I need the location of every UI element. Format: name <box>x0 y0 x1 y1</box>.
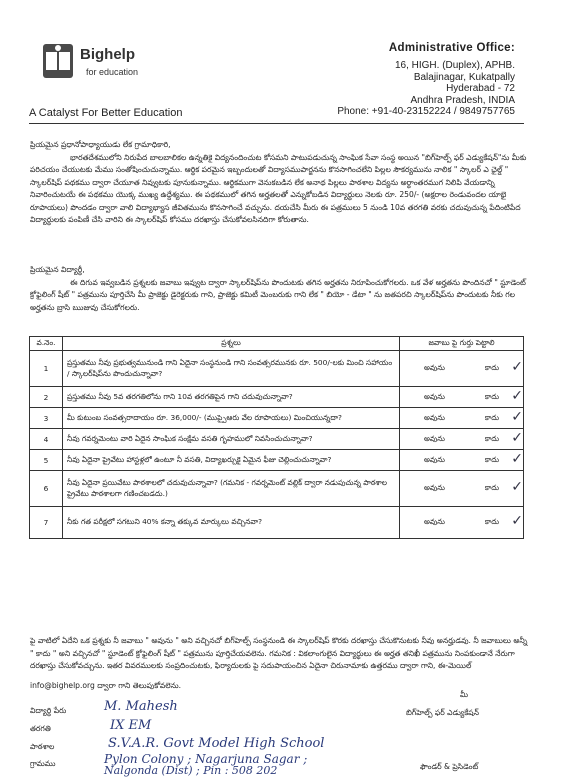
salutation-student: ప్రియమైన విద్యార్థీ, <box>30 265 85 274</box>
email-contact: info@bighelp.org ద్వారా గాని తెలుపుకోవలెను. <box>30 681 182 690</box>
village-field-line1[interactable]: Pylon Colony ; Nagarjuna Sagar ; <box>104 752 308 766</box>
no-option[interactable]: కాదు <box>484 363 500 372</box>
no-option[interactable]: కాదు <box>484 433 500 443</box>
row-question: నీవు ఏదైనా ప్రయివేటు పాఠశాలలో చదువుచున్నావా? (గమనిక - గవర్నమెంట్ వల్లిక్ ద్వారా నడుపుచున్న పాఠశాల ప్రైవేటు పాఠశాలగా గణించబడదు.) <box>63 471 400 507</box>
eligibility-table <box>29 336 524 539</box>
row-question: మీ కుటుంబ సంవత్సరాదాయం రూ. 36,000/- (ముప్పైఆరు వేల రూపాయలు) మించియున్నదా? <box>63 408 400 429</box>
row-question: ప్రస్తుతము నీవు ప్రభుత్వమునుండి గాని ఏదైనా సంస్థనుండి గాని సంవత్సరమునకు రూ. 500/-లకు మించి సహాయం / స్కాలర్‌షిప్‌ను పొందుచున్నావా? <box>63 351 400 387</box>
school-label: పాఠశాల <box>30 742 55 751</box>
table-row <box>30 507 524 539</box>
checkmark-icon: ✓ <box>511 359 523 375</box>
yes-option[interactable]: అవును <box>423 412 445 422</box>
answer-cell <box>400 429 524 450</box>
table-header-row <box>30 337 524 351</box>
no-option[interactable]: కాదు <box>484 483 500 492</box>
tagline: A Catalyst For Better Education <box>29 107 183 119</box>
header-questions: ప్రశ్నలు <box>63 337 400 351</box>
yes-option[interactable]: అవును <box>423 363 445 372</box>
village-label: గ్రామము <box>30 759 56 768</box>
class-field[interactable]: IX EM <box>110 718 152 733</box>
office-phone: Phone: +91-40-23152224 / 9849757765 <box>337 106 515 117</box>
class-label: తరగతి <box>30 724 51 733</box>
row-question: నీవు గవర్నమెంటు వారి ఏదైన సాంఘిక సంక్షేమ వసతి గృహములో నివసించుచున్నావా? <box>63 429 400 450</box>
table-row <box>30 408 524 429</box>
header-answer: జవాబు పై గుర్తు పెట్టాలి <box>400 337 524 351</box>
logo-name: Bighelp <box>80 46 135 63</box>
yes-option[interactable]: అవును <box>423 483 445 492</box>
student-name-label: విద్యార్థి పేరు <box>30 706 67 715</box>
row-number: 1 <box>30 351 63 387</box>
row-number: 6 <box>30 471 63 507</box>
table-row <box>30 471 524 507</box>
office-line: Hyderabad - 72 <box>446 83 515 94</box>
answer-cell <box>400 408 524 429</box>
row-question: నీవు ఏదైనా ప్రైవేటు హాస్టళ్లలో ఉంటూ నీ వసతి, విద్యాఖర్చుకై ఏమైన ఫీజు చెల్లించుచున్నావా? <box>63 450 400 471</box>
school-field[interactable]: S.V.A.R. Govt Model High School <box>108 736 325 751</box>
answer-cell <box>400 450 524 471</box>
yes-option[interactable]: అవును <box>423 391 445 401</box>
table-row <box>30 387 524 408</box>
row-question: నీకు గత పరీక్షలో సగటుని 40% కన్నా తక్కువ మార్కులు వచ్చినవా? <box>63 507 400 539</box>
no-option[interactable]: కాదు <box>484 412 500 422</box>
checkmark-icon: ✓ <box>511 429 523 446</box>
intro-paragraph: భారతదేశములోని నిరుపేద బాలబాలికల ఉన్నతికై విద్యనందించుట కోసమని పాటుపడుచున్న సాంఘిక సేవా సంస్థ అయిన "బిగ్‌హెల్ప్ ఫర్ ఎడ్యుకేషన్"ను మీకు పరిచయం చేయుటకు మేము సంతోషించుచున్నాము. ఆర్థిక పరమైన ఇబ్బందులతో విద్యాసముపార్జనను కొనసాగించలేని పిల్లల సౌకర్యమును నాలిక " స్కాలర్ ఎ ఛైల్డ్ " స్కాలర్‌షిప్ పథకము ద్వారా చేయూత నివ్వుటకు పూనుకున్నాము. ఆర్థికముగా వెనుకబడిన లేక అనాథ పిల్లలు పాఠశాల విద్యను అర్థాంతరముగ నిలిపి వేయడాన్ని నివారించుటయే ఈ పథకము యొక్క ముఖ్య ఉద్దేశ్యము. ఈ పథకములో తగిన అర్హతలతో ఎన్నుకోబడిన విద్యార్థులు నెలకు రూ. 250/- (అక్షరాల రెండువందల యాభై రూపాయలు) పొందడం ద్వారా వాలి విద్యాభ్యాస జీవితమును కొనసాగించే వచ్చును. దయచేసి మీరు ఈ పత్రములు 5 నుండి 10వ తరగతి వరకు చదువుచున్న పేదింటిపేద విద్యార్థులకు పంపిణీ చేసి వారిని ఈ స్కాలర్‌షిప్ కోసము దరఖాస్తు చేసుకోవలసినదిగా కోరుతాను. <box>30 152 527 224</box>
student-paragraph: ఈ దిగువ ఇవ్వబడిన ప్రశ్నలకు జవాబు ఇవ్వుట ద్వారా స్కాలర్‌షిప్‌ను పొందుటకు తగిన అర్హతను నిరూపించుకోగలరు. ఒక వేళ అర్హతను పొందినచో " స్టూడెంట్ క్రోఫైలింగ్ షీట్ " పత్రమును పూర్తిచేసి మీ ప్రాజెక్టు డైరెక్టరుకు గాని, ప్రాజెక్టు కమిటీ మెంబరుకు గాని లేక " బియో - డేటా " ను జతపరచి స్కాలర్‌షిప్‌ను పొందుటకు నీకు గల అర్హతను బ్రాసి ఋజువు చేసుకోగలరు. <box>30 277 526 312</box>
checkmark-icon: ✓ <box>511 513 523 529</box>
row-number: 3 <box>30 408 63 429</box>
checkmark-icon: ✓ <box>511 408 523 425</box>
row-number: 7 <box>30 507 63 539</box>
table-row <box>30 450 524 471</box>
row-number: 4 <box>30 429 63 450</box>
village-field-line2[interactable]: Nalgonda (Dist) ; Pin : 508 202 <box>104 764 278 777</box>
header-number: వ.నెం. <box>30 337 63 351</box>
header-divider <box>29 123 524 124</box>
office-title: Administrative Office: <box>388 42 515 54</box>
answer-cell <box>400 471 524 507</box>
signature-title: ఫౌండర్ & ప్రెసిడెంట్ <box>420 762 479 771</box>
student-intro <box>30 264 530 314</box>
row-number: 5 <box>30 450 63 471</box>
answer-cell <box>400 351 524 387</box>
signature-organization: బిగ్‌హెల్ప్ ఫర్ ఎడ్యుకేషన్ <box>406 708 479 717</box>
letter-intro <box>30 139 530 227</box>
open-book-logo-icon <box>43 44 73 78</box>
office-line: Andhra Pradesh, INDIA <box>410 94 515 106</box>
salutation-headmaster: ప్రియమైన ప్రధానోపాధ్యాయుడు లేక గ్రామాధికారి, <box>30 140 171 149</box>
signature-salutation: మీ <box>460 690 469 699</box>
row-question: ప్రస్తుతము నీవు 5వ తరగతిలోను గాని 10వ తరగతిపైన గాని చదువుచున్నావా? <box>63 387 400 408</box>
table-row <box>30 351 524 387</box>
row-number: 2 <box>30 387 63 408</box>
answer-cell <box>400 507 524 539</box>
no-option[interactable]: కాదు <box>484 391 500 401</box>
table-row <box>30 429 524 450</box>
checkmark-icon: ✓ <box>511 450 523 467</box>
logo-subtitle: for education <box>86 67 139 77</box>
yes-option[interactable]: అవును <box>423 454 445 464</box>
answer-cell <box>400 387 524 408</box>
office-address <box>295 42 515 118</box>
no-option[interactable]: కాదు <box>484 454 500 464</box>
instructions-paragraph: పై వాటిలో ఏదేని ఒక ప్రశ్నకు నీ జవాబు " అవును " అని వచ్చినచో బిగ్‌హెల్ప్ సంస్థనుండి ఈ స్కాలర్‌షిప్ కొరకు దరఖాస్తు చేసుకొనుటకు నీవు అనర్హుడవు. నీ జవాబులు అన్నీ " కాదు " అని వచ్చినచో " స్టూడెంట్ క్రోఫైలింగ్ షీట్ " పత్రమును పూర్తిచేయవలెను. గమనిక : వికలాంగులైన విద్యార్థులు ఈ అర్హత తనిఖీ పత్రమును నింపకుండానే నేరుగా దరఖాస్తు చేసుకోవచ్చును. ఇతర వివరములకు సంప్రదించుటకు, ఫిర్యాదులకు పై సదుపాయంచిన ఏదైనా చిరునామాకు ఉత్తరము ద్వారా గాని, ఈ-మెయిల్ <box>30 636 528 670</box>
checkmark-icon: ✓ <box>511 387 523 404</box>
checkmark-icon: ✓ <box>511 479 523 495</box>
student-name-field[interactable]: M. Mahesh <box>104 699 178 714</box>
office-line: Balajinagar, Kukatpally <box>413 71 515 83</box>
office-line: 16, HIGH. (Duplex), APHB. <box>394 60 515 71</box>
yes-option[interactable]: అవును <box>423 433 445 443</box>
no-option[interactable]: కాదు <box>484 517 500 526</box>
yes-option[interactable]: అవును <box>423 517 445 526</box>
